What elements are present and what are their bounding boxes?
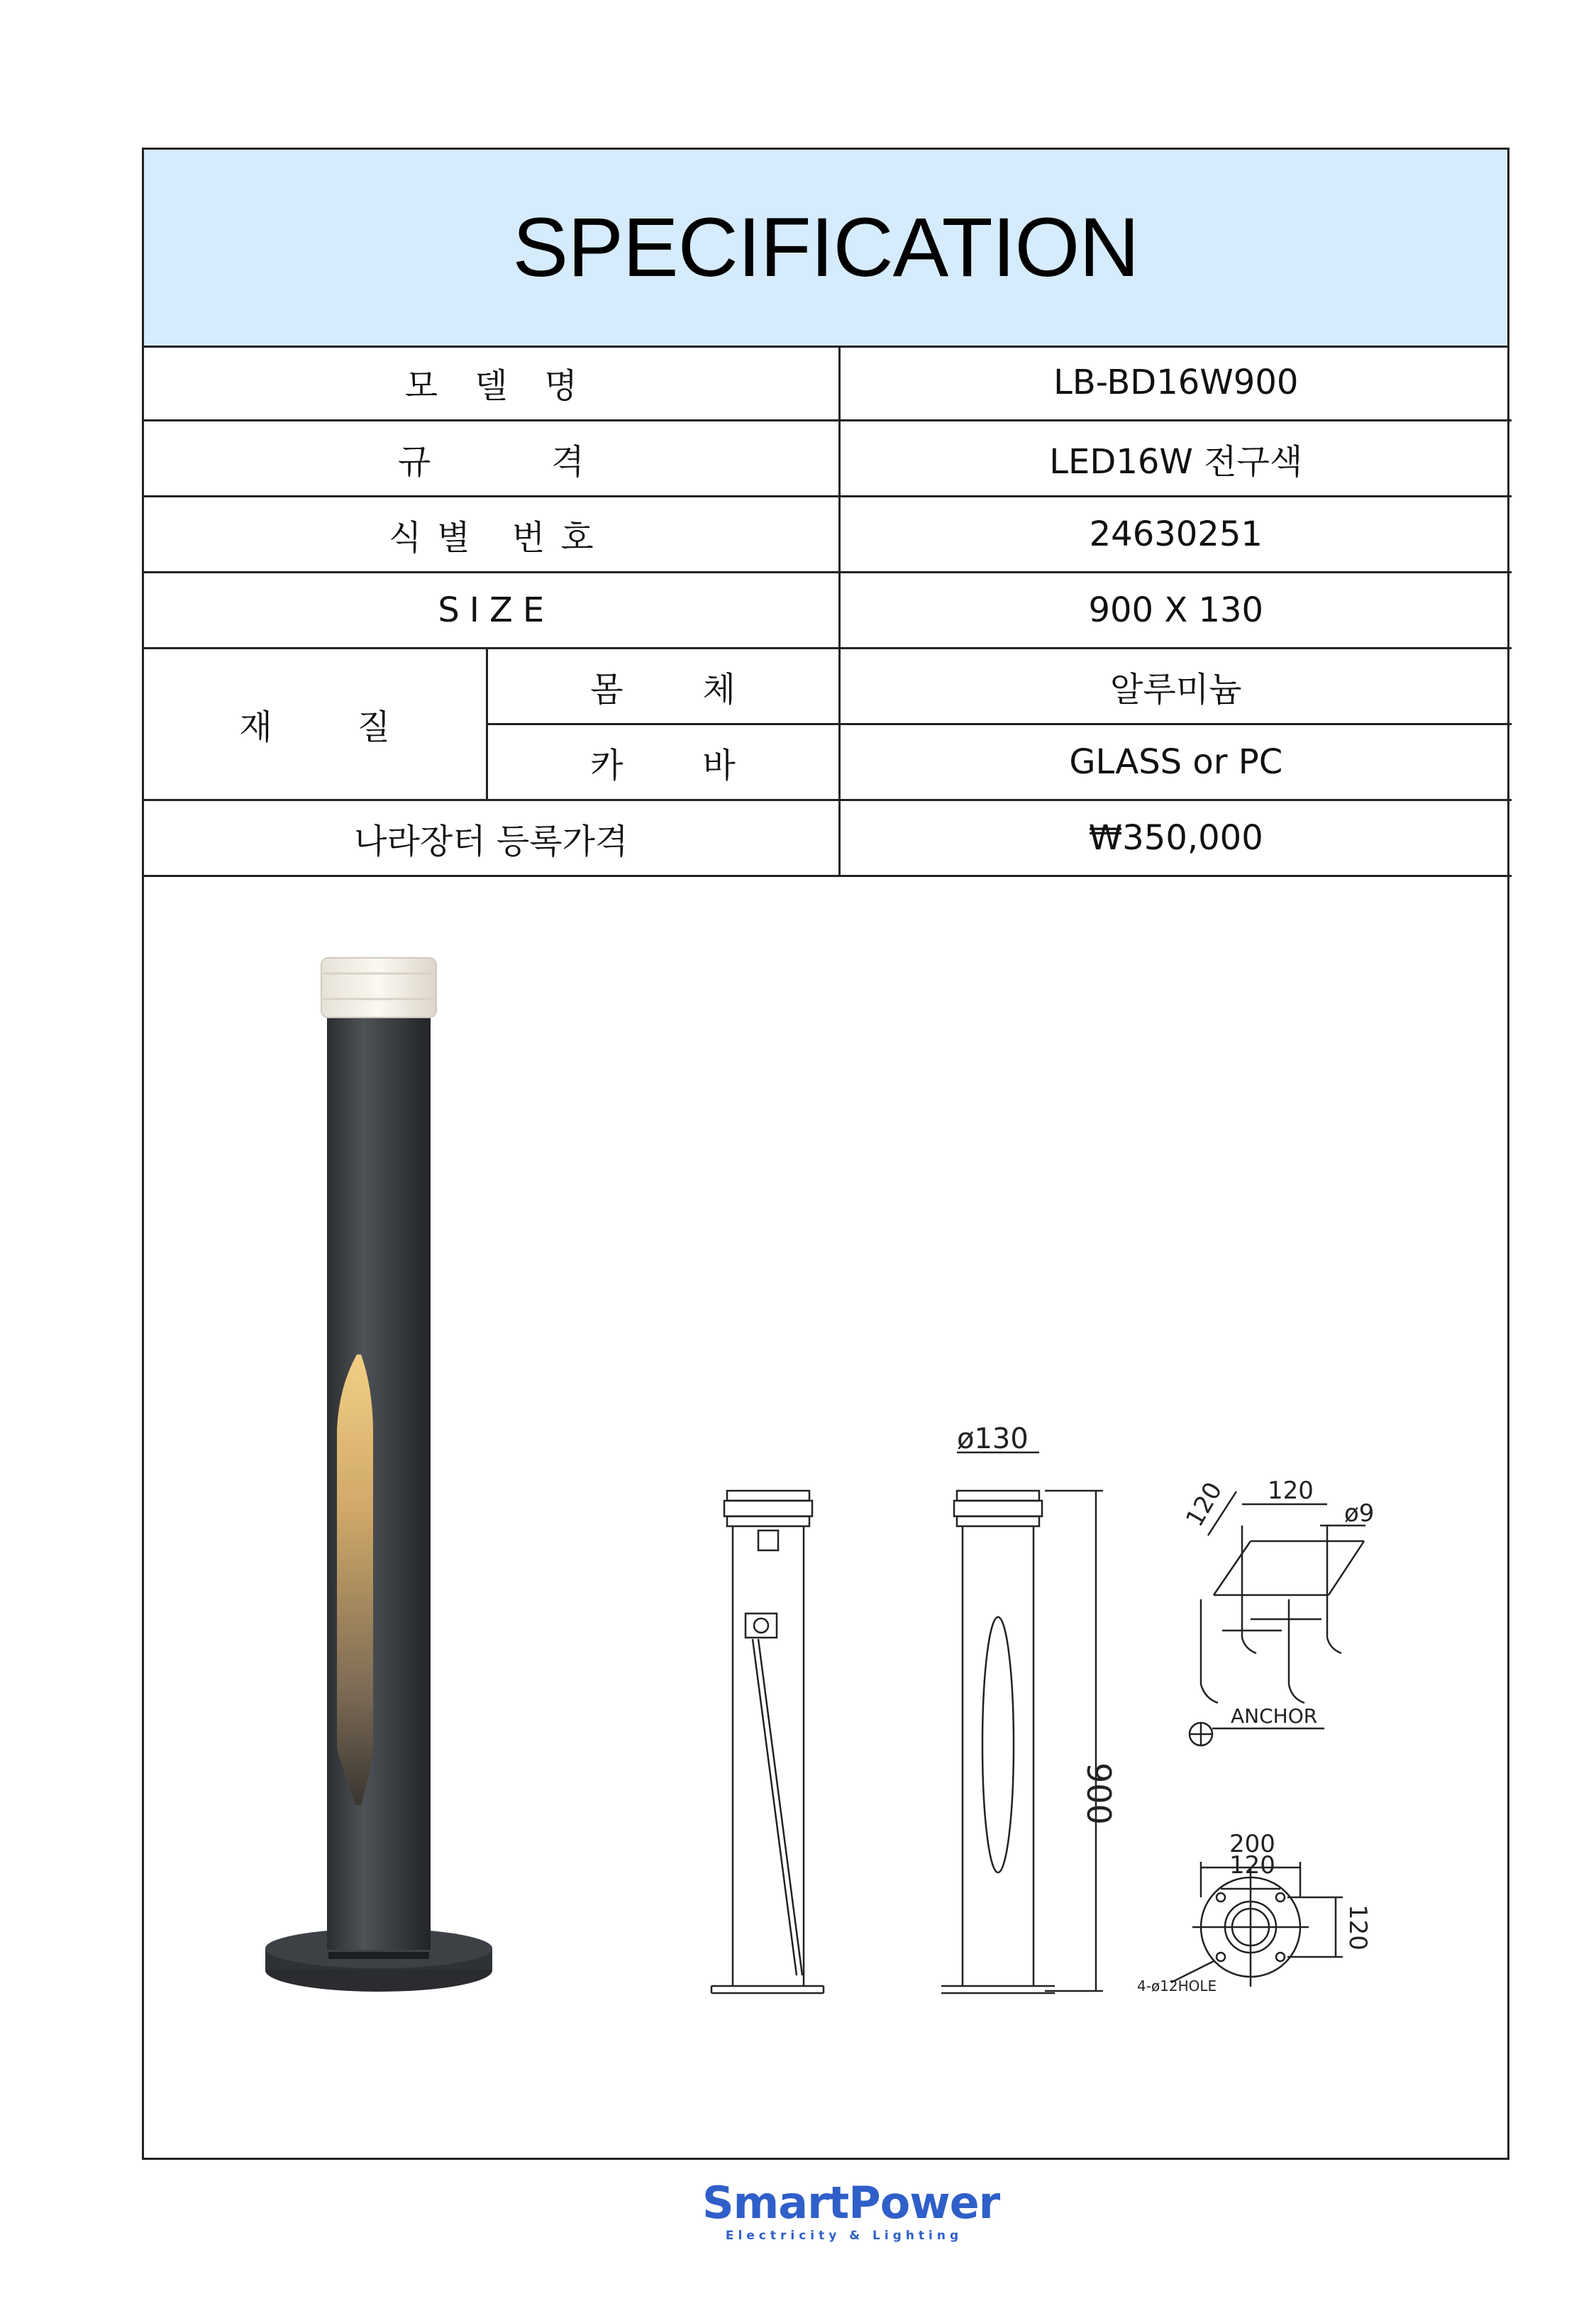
table-row [144, 497, 1512, 573]
anchor-label: ANCHOR [1231, 1704, 1318, 1728]
table-row [144, 346, 1512, 421]
price-value: ₩350,000 [839, 800, 1512, 876]
anchor-depth-dim: 120 [1180, 1477, 1229, 1532]
title-band [144, 150, 1507, 348]
id-value: 24630251 [839, 497, 1512, 573]
body-value: 알루미늄 [839, 649, 1512, 724]
model-value: LB-BD16W900 [839, 346, 1512, 421]
base-inner-dim: 120 [1229, 1851, 1275, 1880]
page-title: SPECIFICATION [512, 201, 1139, 294]
anchor-rod-dim: ø9 [1344, 1499, 1375, 1528]
logo-name: SmartPower [702, 2177, 1000, 2229]
spec-label: 규격 [144, 421, 839, 497]
diameter-dim: ø130 [957, 1423, 1029, 1455]
logo-tagline: Electricity & Lighting [725, 2229, 963, 2243]
bollard-photo [265, 958, 492, 1992]
size-label: SIZE [144, 573, 839, 649]
cover-label: 카바 [487, 724, 839, 800]
base-outer-dim: 200 [1229, 1830, 1275, 1858]
table-row [144, 573, 1512, 649]
spec-table [144, 346, 1512, 877]
table-row [144, 421, 1512, 497]
body-label: 몸체 [487, 649, 839, 724]
base-side-dim: 120 [1343, 1904, 1372, 1951]
spec-value: LED16W 전구색 [839, 421, 1512, 497]
anchor-width-dim: 120 [1268, 1477, 1314, 1505]
figure-area [144, 890, 1507, 2160]
hole-note: 4-ø12HOLE [1137, 1977, 1217, 1995]
product-figures [144, 890, 1507, 2160]
id-label: 식별 번호 [144, 497, 839, 573]
material-label: 재질 [144, 649, 487, 800]
table-row [144, 800, 1512, 876]
height-dim: 900 [1080, 1762, 1118, 1825]
size-value: 900 X 130 [839, 573, 1512, 649]
base-plate-drawing [1171, 1862, 1343, 1987]
model-label: 모델명 [144, 346, 839, 421]
brand-logo [702, 2177, 1000, 2244]
front-view-drawing [941, 1452, 1103, 1993]
price-label: 나라장터 등록가격 [144, 800, 839, 876]
side-view-drawing [711, 1491, 824, 1993]
table-row [144, 649, 1512, 724]
spec-sheet [142, 148, 1509, 2160]
cover-value: GLASS or PC [839, 724, 1512, 800]
